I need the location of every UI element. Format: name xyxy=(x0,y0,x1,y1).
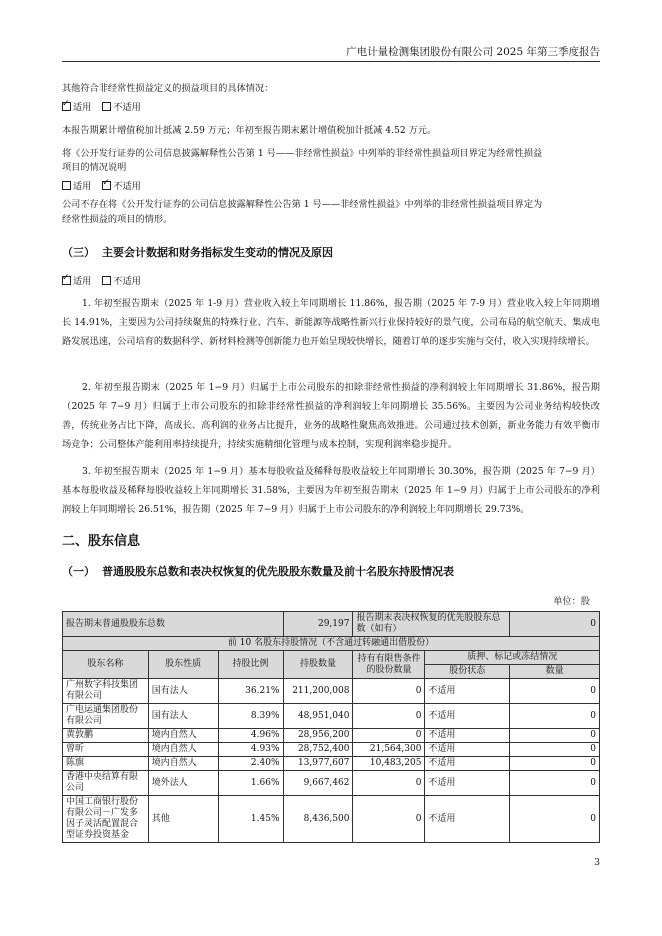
restricted-shares: 21,564,300 xyxy=(353,743,425,757)
shareholder-name: 香港中央结算有限公司 xyxy=(63,771,149,796)
shareholding-ratio: 1.66% xyxy=(218,771,283,796)
restricted-shares: 0 xyxy=(353,704,425,729)
table-row xyxy=(63,743,600,757)
shareholding-quantity: 9,667,462 xyxy=(283,771,353,796)
table-row xyxy=(63,796,600,843)
shareholder-name: 广电运通集团股份有限公司 xyxy=(63,704,149,729)
col-header-amount: 数量 xyxy=(510,665,600,679)
shareholding-ratio: 4.96% xyxy=(218,729,283,743)
option-not-applicable: 不适用 xyxy=(102,102,141,113)
shareholder-table xyxy=(62,611,600,843)
table-row xyxy=(63,771,600,796)
checkbox-empty-icon xyxy=(62,181,71,190)
checkbox-checked-icon xyxy=(62,102,71,111)
col-header-status: 股份状态 xyxy=(425,665,510,679)
preferred-shareholders-label: 报告期末表决权恢复的优先股股东总数（如有） xyxy=(353,612,510,637)
option-applicable-checked: ✓适用 xyxy=(62,276,91,287)
table-row xyxy=(63,757,600,771)
pledge-amount: 0 xyxy=(510,743,600,757)
section-3-heading: （三） 主要会计数据和财务指标发生变动的情况及原因 xyxy=(62,246,333,259)
table-caption-row xyxy=(63,637,600,651)
shareholding-ratio: 8.39% xyxy=(218,704,283,729)
option-not-applicable: 不适用 xyxy=(102,276,141,287)
option-applicable: 适用 xyxy=(62,181,91,192)
shareholding-quantity: 28,956,200 xyxy=(283,729,353,743)
restricted-shares: 0 xyxy=(353,796,425,843)
no-reclassification-line2: 经常性损益的项目的情形。 xyxy=(62,214,173,225)
profit-change-paragraph: 2. 年初至报告期末（2025 年 1−9 月）归属于上市公司股东的扣除非经常性损益的净利润较上年同期增长 31.86%，报告期（2025 年 7−9 月）归属于上市公司股东的扣除非经常性损益的净利润较上年同期增长 35.56%。主要因为公司业务结构较快改善，传统业务占比下降，高成长、高利润的业务占比提升，业务的战略性聚焦高效推进。公司通过技术创新，新业务能力有效平衡市场竞争；公司整体产能利用率持续提升，持续实施精细化管理与成本控制，实现利润率稳步提升。 xyxy=(62,382,600,450)
table-row xyxy=(63,704,600,729)
no-reclassification-line1: 公司不存在将《公开发行证券的公司信息披露解释性公告第 1 号——非经常性损益》中列举的非经常性损益项目界定为 xyxy=(62,199,543,210)
shareholder-name: 广州数字科技集团有限公司 xyxy=(63,679,149,704)
option-group-1 xyxy=(62,101,149,114)
shareholder-name: 黄敦鹏 xyxy=(63,729,149,743)
top10-caption: 前 10 名股东持股情况（不含通过转融通出借股份） xyxy=(63,637,600,651)
restricted-shares: 10,483,205 xyxy=(353,757,425,771)
shareholder-name: 中国工商银行股份有限公司－广发多因子灵活配置混合型证券投资基金 xyxy=(63,796,149,843)
checkbox-empty-icon xyxy=(102,102,111,111)
reclassification-note-line1: 将《公开发行证券的公司信息披露解释性公告第 1 号——非经常性损益》中列举的非经常性损益项目界定为经常性损益 xyxy=(62,148,543,159)
shareholder-name: 陈旗 xyxy=(63,757,149,771)
shareholding-quantity: 28,752,400 xyxy=(283,743,353,757)
shareholding-quantity: 8,436,500 xyxy=(283,796,353,843)
pledge-amount: 0 xyxy=(510,757,600,771)
reclassification-note-line2: 项目的情况说明 xyxy=(62,162,127,173)
shareholding-quantity: 13,977,607 xyxy=(283,757,353,771)
shareholder-nature: 境内自然人 xyxy=(148,743,218,757)
header-divider xyxy=(62,61,600,62)
shareholder-nature: 国有法人 xyxy=(148,704,218,729)
restricted-shares: 0 xyxy=(353,729,425,743)
nonrecurring-intro: 其他符合非经常性损益定义的损益项目的具体情况： xyxy=(62,83,274,94)
shareholding-quantity: 211,200,008 xyxy=(283,679,353,704)
option-group-3 xyxy=(62,275,149,288)
checkbox-checked-icon xyxy=(102,181,111,190)
table-header-row xyxy=(63,651,600,665)
page-header: 广电计量检测集团股份有限公司 2025 年第三季度报告 xyxy=(346,46,600,58)
pledge-status: 不适用 xyxy=(425,729,510,743)
revenue-change-paragraph: 1. 年初至报告期末（2025 年 1-9 月）营业收入较上年同期增长 11.86%，报告期（2025 年 7-9 月）营业收入较上年同期增长 14.91%，主要因为公司持续聚焦的特殊行业、汽车、新能源等战略性新兴行业保持较好的景气度，公司布局的航空航天、集成电路发展迅速，公司培育的数据科学、新材料检测等创新能力也开始呈现较快增长，随着订单的逐步实施与交付，收入实现持续增长。 xyxy=(62,298,600,347)
shareholder-nature: 境内自然人 xyxy=(148,729,218,743)
restricted-shares: 0 xyxy=(353,679,425,704)
pledge-status: 不适用 xyxy=(425,679,510,704)
col-header-pledge: 质押、标记或冻结情况 xyxy=(425,651,600,665)
pledge-amount: 0 xyxy=(510,771,600,796)
col-header-name: 股东名称 xyxy=(63,651,149,679)
pledge-status: 不适用 xyxy=(425,704,510,729)
pledge-amount: 0 xyxy=(510,729,600,743)
table-row xyxy=(63,729,600,743)
pledge-amount: 0 xyxy=(510,796,600,843)
pledge-status: 不适用 xyxy=(425,796,510,843)
shareholder-section-title: 二、股东信息 xyxy=(62,534,141,549)
shareholder-nature: 其他 xyxy=(148,796,218,843)
col-header-restricted: 持有有限售条件的股份数量 xyxy=(353,651,425,679)
option-group-2 xyxy=(62,180,149,193)
pledge-status: 不适用 xyxy=(425,771,510,796)
shareholder-nature: 国有法人 xyxy=(148,679,218,704)
total-shareholders-value: 29,197 xyxy=(283,612,353,637)
shareholder-nature: 境外法人 xyxy=(148,771,218,796)
table-row xyxy=(63,679,600,704)
col-header-nature: 股东性质 xyxy=(148,651,218,679)
eps-change-paragraph: 3. 年初至报告期末（2025 年 1−9 月）基本每股收益及稀释每股收益较上年同期增长 30.30%，报告期（2025 年 7−9 月）基本每股收益及稀释每股收益较上年同期增长 31.58%，主要因为年初至报告期末（2025 年 1−9 月）归属于上市公司股东的净利润较上年同期增长 26.51%，报告期（2025 年 7−9 月）归属于上市公司股东的净利润较上年同期增长 29.73%。 xyxy=(62,466,600,515)
unit-label: 单位：股 xyxy=(553,596,590,607)
shareholder-nature: 境内自然人 xyxy=(148,757,218,771)
pledge-amount: 0 xyxy=(510,679,600,704)
checkbox-empty-icon xyxy=(102,276,111,285)
pledge-status: 不适用 xyxy=(425,757,510,771)
shareholder-subsection-heading: （一） 普通股股东总数和表决权恢复的优先股股东数量及前十名股东持股情况表 xyxy=(62,565,454,578)
col-header-ratio: 持股比例 xyxy=(218,651,283,679)
col-header-quantity: 持股数量 xyxy=(283,651,353,679)
preferred-shareholders-value: 0 xyxy=(510,612,600,637)
shareholding-ratio: 2.40% xyxy=(218,757,283,771)
shareholding-ratio: 1.45% xyxy=(218,796,283,843)
checkbox-checked-icon xyxy=(62,276,71,285)
page-number: 3 xyxy=(594,858,600,868)
table-summary-row xyxy=(63,612,600,637)
shareholder-name: 曾昕 xyxy=(63,743,149,757)
shareholding-ratio: 4.93% xyxy=(218,743,283,757)
vat-deduction-note: 本报告期累计增值税加计抵减 2.59 万元；年初至报告期末累计增值税加计抵减 4.52 万元。 xyxy=(62,125,437,136)
restricted-shares: 0 xyxy=(353,771,425,796)
option-applicable-checked: ✓适用 xyxy=(62,102,91,113)
shareholding-quantity: 48,951,040 xyxy=(283,704,353,729)
pledge-status: 不适用 xyxy=(425,743,510,757)
shareholding-ratio: 36.21% xyxy=(218,679,283,704)
total-shareholders-label: 报告期末普通股股东总数 xyxy=(63,612,284,637)
pledge-amount: 0 xyxy=(510,704,600,729)
option-not-applicable-checked: ✓ 不适用 xyxy=(102,181,141,192)
